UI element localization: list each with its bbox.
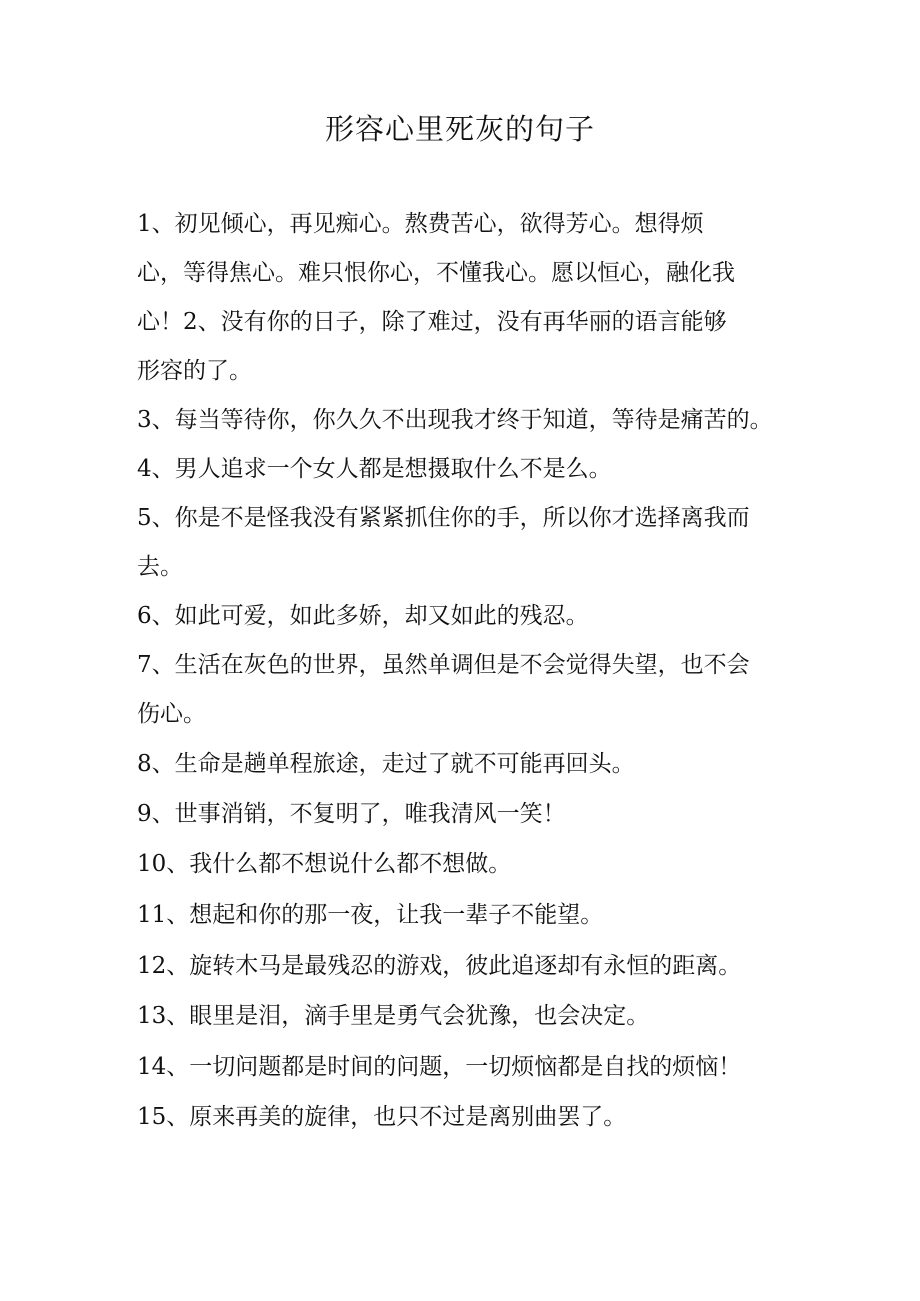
- paragraph-line: 心，等得焦心。难只恨你心，不懂我心。愿以恒心，融化我: [137, 260, 735, 286]
- paragraph-12: [137, 942, 741, 991]
- paragraph-line: 12、旋转木马是最残忍的游戏，彼此追逐却有永恒的距离。: [137, 953, 742, 979]
- paragraph-line: 15、原来再美的旋律，也只不过是离别曲罢了。: [137, 1104, 627, 1130]
- paragraph-line: 9、世事消销，不复明了，唯我清风一笑！: [137, 801, 566, 827]
- paragraph-6: [137, 592, 589, 641]
- paragraph-line: 11、想起和你的那一夜，让我一辈子不能望。: [137, 902, 604, 928]
- paragraph-line: 10、我什么都不想说什么都不想做。: [137, 851, 512, 877]
- paragraph-line: 3、每当等待你，你久久不出现我才终于知道，等待是痛苦的。: [137, 407, 773, 433]
- paragraph-line: 14、一切问题都是时间的问题，一切烦恼都是自找的烦恼！: [137, 1054, 742, 1080]
- paragraph-line: 心！2、没有你的日子，除了难过，没有再华丽的语言能够: [137, 309, 727, 335]
- paragraph-7: [137, 641, 750, 739]
- paragraph-5: [137, 494, 750, 592]
- paragraph-15: [137, 1093, 626, 1142]
- paragraph-line: 5、你是不是怪我没有紧紧抓住你的手，所以你才选择离我而: [137, 505, 750, 531]
- paragraph-line: 伤心。: [137, 701, 206, 727]
- paragraph-11: [137, 891, 603, 940]
- paragraph-4: [137, 445, 612, 494]
- paragraph-9: [137, 790, 566, 839]
- paragraph-13: [137, 992, 649, 1041]
- paragraph-14: [137, 1043, 741, 1092]
- paragraph-line: 形容的了。: [137, 358, 252, 384]
- paragraph-line: 6、如此可爱，如此多娇，却又如此的残忍。: [137, 603, 589, 629]
- page-title: 形容心里死灰的句子: [324, 112, 595, 146]
- paragraph-line: 8、生命是趟单程旅途，走过了就不可能再回头。: [137, 751, 635, 777]
- paragraph-1: [137, 200, 735, 396]
- paragraph-line: 13、眼里是泪，滴手里是勇气会犹豫，也会决定。: [137, 1003, 650, 1029]
- paragraph-line: 1、初见倾心，再见痴心。熬费苦心，欲得芳心。想得烦: [137, 211, 704, 237]
- paragraph-line: 4、男人追求一个女人都是想摄取什么不是么。: [137, 456, 612, 482]
- paragraph-10: [137, 840, 511, 889]
- paragraph-line: 7、生活在灰色的世界，虽然单调但是不会觉得失望，也不会: [137, 652, 750, 678]
- paragraph-line: 去。: [137, 554, 183, 580]
- paragraph-8: [137, 740, 635, 789]
- paragraph-3: [137, 396, 773, 445]
